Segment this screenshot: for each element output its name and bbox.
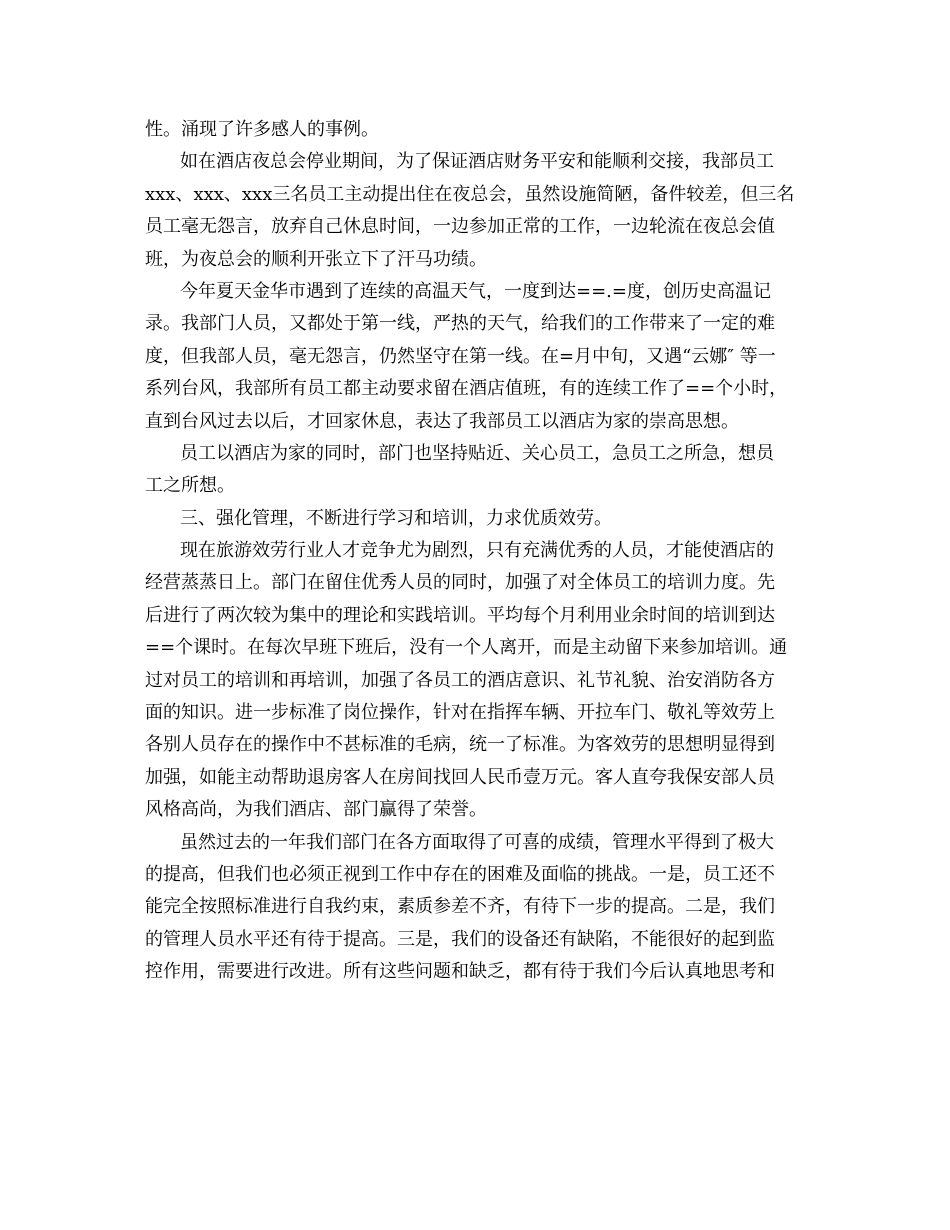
text-line: 后进行了两次较为集中的理论和实践培训。平均每个月利用业余时间的培训到达 [145, 604, 775, 626]
text-line: 录。我部门人员，又都处于第一线，严热的天气，给我们的工作带来了一定的难 [145, 313, 775, 335]
text-line: 直到台风过去以后，才回家休息，表达了我部员工以酒店为家的崇高思想。 [145, 410, 739, 432]
text-line: 控作用，需要进行改进。所有这些问题和缺乏，都有待于我们今后认真地思考和 [145, 961, 775, 983]
text-line: 性。涌现了许多感人的事例。 [145, 119, 379, 140]
text-line: 工之所想。 [145, 475, 235, 497]
text-line: 今年夏天金华市遇到了连续的高温天气，一度到达==.=度，创历史高温记 [180, 280, 771, 302]
text-line: 的管理人员水平还有待于提高。三是，我们的设备还有缺陷，不能很好的起到监 [145, 928, 775, 950]
text-line: 系列台风，我部所有员工都主动要求留在酒店值班，有的连续工作了==个小时， [145, 378, 788, 400]
text-line: 虽然过去的一年我们部门在各方面取得了可喜的成绩，管理水平得到了极大 [180, 831, 774, 853]
text-line: 面的知识。进一步标准了岗位操作，针对在指挥车辆、开拉车门、敬礼等效劳上 [145, 702, 775, 724]
text-line: 能完全按照标准进行自我约束，素质参差不齐，有待下一步的提高。二是，我们 [145, 896, 775, 918]
text-line: 的提高，但我们也必须正视到工作中存在的困难及面临的挑战。一是，员工还不 [145, 863, 775, 885]
document-body [145, 114, 805, 989]
text-line: 过对员工的培训和再培训，加强了各员工的酒店意识、礼节礼貌、治安消防各方 [145, 669, 775, 691]
text-line: 班，为夜总会的顺利开张立下了汗马功绩。 [145, 248, 487, 270]
text-line: 员工毫无怨言，放弃自己休息时间，一边参加正常的工作，一边轮流在夜总会值 [145, 216, 775, 238]
text-line: xxx、xxx、xxx三名员工主动提出住在夜总会，虽然设施简陋，备件较差，但三名 [145, 183, 795, 205]
text-line: 员工以酒店为家的同时，部门也坚持贴近、关心员工，急员工之所急，想员 [180, 442, 774, 464]
text-line: ==个课时。在每次早班下班后，没有一个人离开，而是主动留下来参加培训。通 [145, 637, 788, 659]
text-line: 三、强化管理，不断进行学习和培训，力求优质效劳。 [180, 507, 612, 529]
text-line: 现在旅游效劳行业人才竞争尤为剧烈，只有充满优秀的人员，才能使酒店的 [180, 540, 774, 562]
text-line: 各别人员存在的操作中不甚标准的毛病，统一了标准。为客效劳的思想明显得到 [145, 734, 775, 756]
text-line: 风格高尚，为我们酒店、部门赢得了荣誉。 [145, 799, 487, 821]
text-line: 度，但我部人员，毫无怨言，仍然坚守在第一线。在=月中旬，又遇“云娜″ 等一 [145, 345, 776, 367]
text-line: 如在酒店夜总会停业期间，为了保证酒店财务平安和能顺利交接，我部员工 [180, 151, 774, 173]
text-line: 加强，如能主动帮助退房客人在房间找回人民币壹万元。客人直夸我保安部人员 [145, 766, 775, 788]
text-line: 经营蒸蒸日上。部门在留住优秀人员的同时，加强了对全体员工的培训力度。先 [145, 572, 775, 594]
